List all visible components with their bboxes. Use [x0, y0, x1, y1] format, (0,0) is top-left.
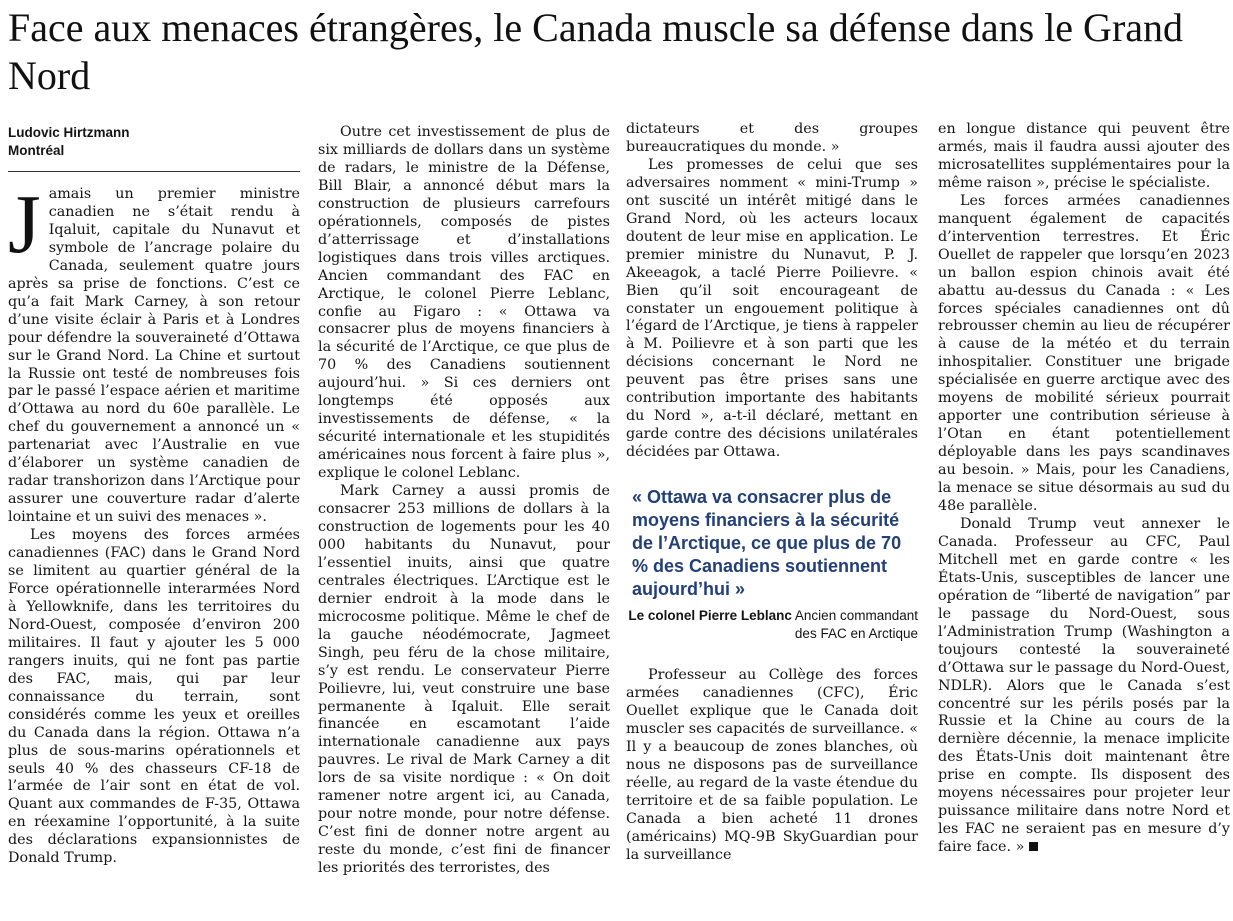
headline: Face aux menaces étrangères, le Canada muscle sa défense dans le Grand Nord — [8, 5, 1184, 98]
pull-quote: « Ottawa va consacrer plus de moyens financiers à la sécurité de l’Arctique, ce que plus de 70 % des Canadiens soutiennent aujourd’hui » — [632, 487, 902, 600]
location: Montréal — [8, 143, 65, 158]
end-mark-icon — [1029, 842, 1038, 851]
paragraph: Les promesses de celui que ses adversaires nomment « mini-Trump » ont suscité un intérêt mitigé dans le Grand Nord, où les acteurs locaux doutent de leur mise en application. Le premier ministre du Nunavut, P. J. Akeeagok, a taclé Pierre Poilievre. « Bien qu’il soit encourageant de constater un engouement politique à l’égard de l’Arctique, je tiens à rappeler à M. Poilievre et à son parti que les décisions concernant le Nord ne peuvent pas être prises sans une contribution importante des habitants du Nord », a-t-il déclaré, mettant en garde contre des décisions unilatérales décidées par Ottawa. — [626, 156, 918, 461]
drop-cap: J — [8, 178, 41, 271]
paragraph — [938, 516, 1230, 857]
paragraph: dictateurs et des groupes bureaucratiques du monde. » — [626, 121, 918, 155]
paragraph: Mark Carney a aussi promis de consacrer 253 millions de dollars à la construction de logements pour les 40 000 habitants du Nunavut, pour l’essentiel inuits, ainsi que quatre centrales électriques. L’Arctique est le dernier endroit à la mode dans le microcosme politique. Même le chef de la gauche néodémocrate, Jagmeet Singh, peu féru de la chose militaire, s’y est rendu. Le conservateur Pierre Poilievre, lui, veut construire une base permanente à Iqaluit. Elle serait financée en escamotant l’aide internationale canadienne aux pays pauvres. Le rival de Mark Carney a dit lors de sa visite nordique : « On doit ramener notre argent ici, au Canada, pour notre monde, pour notre défense. C’est fini de donner notre argent au reste du monde, c’est fini de financer les priorités des terroristes, des — [318, 483, 610, 877]
paragraph: Les forces armées canadiennes manquent également de capacités d’intervention terrestres. Et Éric Ouellet de rappeler que lorsqu’en 2023 un ballon espion chinois avait été abattu au-dessus du Canada : « Les forces spéciales canadiennes ont dû rebrousser chemin au lieu de récupérer à cause de la météo et du terrain inhospitalier. Constituer une brigade spécialisée en guerre arctique avec des moyens de mobilité sérieux pourrait apporter une contribution sérieuse à l’Otan en étant potentiellement déployable dans les pays scandinaves au besoin. » Mais, pour les Canadiens, la menace se situe désormais au sud du 48e parallèle. — [938, 192, 1230, 515]
column-4 — [938, 121, 1230, 911]
pull-quote-role: Ancien commandant des FAC en Arctique — [794, 608, 918, 642]
column-2 — [318, 124, 610, 914]
paragraph: Outre cet investissement de plus de six milliards de dollars dans un système de radars, le ministre de la Défense, Bill Blair, a annoncé début mars la construction de plusieurs carrefours opérationnels, composés de pistes d’atterrissage et d’installations logistiques dans trois villes arctiques. Ancien commandant des FAC en Arctique, le colonel Pierre Leblanc, confie au Figaro : « Ottawa va consacrer plus de moyens financiers à la sécurité de l’Arctique, ce que plus de 70 % des Canadiens soutiennent aujourd’hui. » Si ces derniers ont longtemps été opposés aux investissements de défense, « la sécurité internationale et les stupidités américaines nous forcent à faire plus », explique le colonel Leblanc. — [318, 124, 610, 482]
byline-divider — [8, 171, 300, 172]
author: Ludovic Hirtzmann — [8, 125, 130, 140]
paragraph-text: amais un premier ministre canadien ne s’était rendu à Iqaluit, capitale du Nunavut et symbole de l’ancrage polaire du Canada, seulement quatre jours après sa prise de fonctions. C’est ce qu’a fait Mark Carney, à son retour d’une visite éclair à Paris et à Londres pour défendre la souveraineté d’Ottawa sur le Grand Nord. La Chine et surtout la Russie ont testé de nombreuses fois par le passé l’espace aérien et maritime d’Ottawa au nord du 60e parallèle. Le chef du gouvernement a annoncé un « partenariat avec l’Australie en vue d’élaborer un système canadien de radar transhorizon dans l’Arctique pour assurer une couverture radar d’alerte lointaine et un suivi des menaces ». — [8, 186, 300, 526]
pull-quote-attribution — [626, 607, 918, 643]
paragraph: en longue distance qui peuvent être armés, mais il faudra aussi ajouter des microsatellites supplémentaires pour la même raison », précise le spécialiste. — [938, 121, 1230, 191]
paragraph: Professeur au Collège des forces armées canadiennes (CFC), Éric Ouellet explique que le Canada doit muscler ses capacités de surveillance. « Il y a beaucoup de zones blanches, où nous ne disposons pas de surveillance réelle, au regard de la vaste étendue du territoire et de sa faible population. Le Canada a bien acheté 11 drones (américains) MQ-9B SkyGuardian pour la surveillance — [626, 667, 918, 863]
column-3 — [626, 121, 918, 911]
column-1 — [8, 124, 300, 914]
paragraph — [8, 178, 300, 527]
pull-quote-name: Le colonel Pierre Leblanc — [628, 608, 792, 624]
paragraph-text: Donald Trump veut annexer le Canada. Professeur au CFC, Paul Mitchell met en garde contre « les États-Unis, susceptibles de lancer une opération de “liberté de navigation” par le passage du Nord-Ouest, sous l’Administration Trump (Washington a toujours contesté la souveraineté d’Ottawa sur le passage du Nord-Ouest, NDLR). Alors que le Canada s’est concentré sur les périls posés par la Russie et la Chine au cours de la dernière décennie, la menace implicite des États-Unis doit maintenant être prise en compte. Ils disposent des moyens nécessaires pour projeter leur puissance militaire dans notre Nord et les FAC ne seraient pas en mesure d’y faire face. » — [938, 515, 1230, 856]
paragraph: Les moyens des forces armées canadiennes (FAC) dans le Grand Nord se limitent au quartier général de la Force opérationnelle interarmées Nord à Yellowknife, dans les territoires du Nord-Ouest, composée d’environ 200 militaires. Il faut y ajouter les 5 000 rangers inuits, qui ne font pas partie des FAC, mais, qui par leur connaissance du terrain, sont considérés comme les yeux et oreilles du Canada dans la région. Ottawa n’a plus de sous-marins opérationnels et seuls 40 % des chasseurs CF-18 de l’armée de l’air sont en état de vol. Quant aux commandes de F-35, Ottawa en réexamine l’opportunité, à la suite des déclarations expansionnistes de Donald Trump. — [8, 527, 300, 867]
